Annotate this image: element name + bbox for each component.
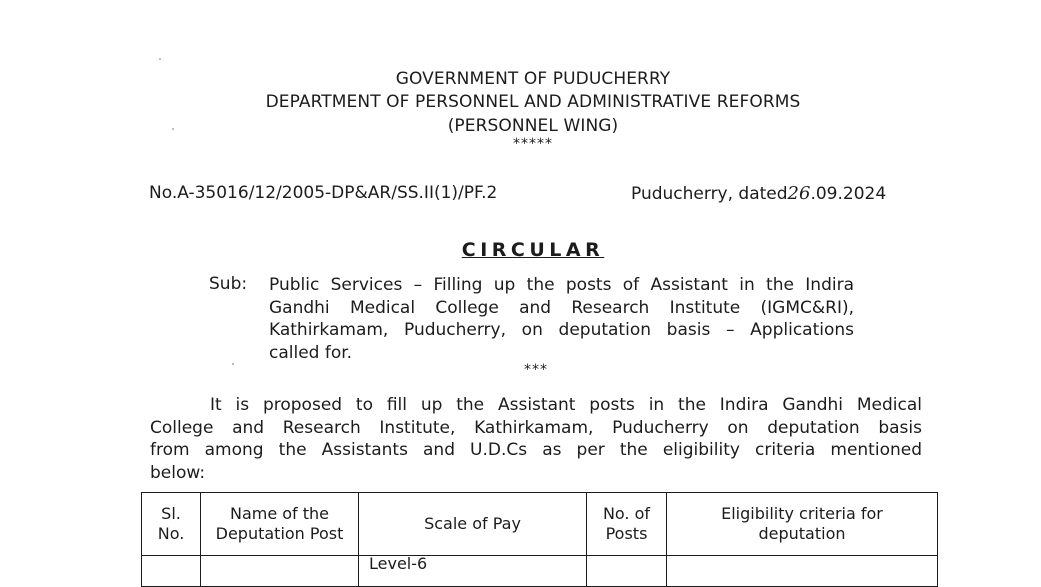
header-post-name — [201, 493, 359, 556]
table-cell — [587, 556, 667, 587]
header-text: No. — [157, 524, 185, 543]
body-line: It is proposed to fill up the Assistant posts in the Indira Gandhi Medical — [210, 395, 922, 415]
header-text: Scale of Pay — [424, 514, 521, 533]
document-title: CIRCULAR — [461, 239, 605, 261]
header-stars: ***** — [513, 136, 553, 152]
table-cell — [142, 556, 201, 587]
subject-line: Kathirkamam, Puducherry, on deputation basis – Applications — [269, 320, 854, 340]
subject-line: Gandhi Medical College and Research Institute (IGMC&RI), — [269, 297, 854, 318]
subject-label: Sub: — [209, 274, 248, 294]
section-separator: *** — [524, 362, 548, 378]
reference-date — [631, 183, 886, 204]
header-text: Posts — [605, 524, 648, 543]
eligibility-table — [141, 492, 938, 587]
header-text: Deputation Post — [215, 524, 344, 543]
header-scale-of-pay — [359, 493, 587, 556]
header-sl-no — [142, 493, 201, 556]
table-header-row — [142, 493, 938, 556]
table-cell — [667, 556, 938, 587]
table-cell — [201, 556, 359, 587]
header-government: GOVERNMENT OF PUDUCHERRY — [395, 69, 671, 89]
table-row — [142, 556, 938, 587]
header-text: Eligibility criteria for — [721, 504, 883, 523]
header-department: DEPARTMENT OF PERSONNEL AND ADMINISTRATIVE REFORMS — [265, 92, 801, 112]
reference-number: No.A-35016/12/2005-DP&AR/SS.II(1)/PF.2 — [149, 183, 498, 203]
header-text: No. of — [602, 504, 651, 523]
subject-text — [269, 274, 854, 364]
scan-speck — [172, 128, 174, 130]
header-no-of-posts — [587, 493, 667, 556]
header-text: Name of the — [229, 504, 330, 523]
body-paragraph — [150, 394, 922, 484]
scan-speck — [232, 363, 234, 365]
subject-line: called for. — [269, 342, 353, 363]
body-line: College and Research Institute, Kathirkamam, Puducherry on deputation basis — [150, 417, 922, 438]
scan-speck — [159, 58, 161, 60]
date-day-handwritten: 26 — [787, 183, 811, 204]
header-text: Sl. — [161, 504, 181, 523]
body-line: below: — [150, 462, 206, 483]
body-line: from among the Assistants and U.D.Cs as per the eligibility criteria mentioned — [150, 440, 922, 460]
subject-line: Public Services – Filling up the posts of Assistant in the Indira — [269, 275, 854, 295]
header-eligibility — [667, 493, 938, 556]
header-text: deputation — [758, 524, 846, 543]
date-suffix: .09.2024 — [810, 184, 887, 204]
table-cell-pay: Level-6 — [359, 556, 587, 587]
header-wing: (PERSONNEL WING) — [447, 116, 619, 136]
date-prefix: Puducherry, dated — [631, 184, 788, 204]
